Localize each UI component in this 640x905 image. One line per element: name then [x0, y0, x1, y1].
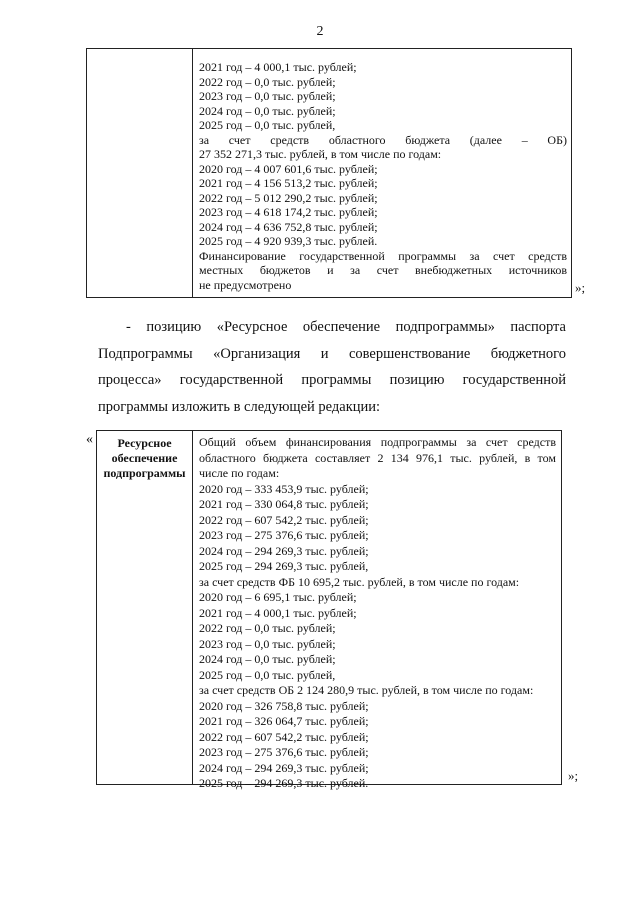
funding-line: 2021 год – 330 064,8 тыс. рублей;	[199, 497, 369, 511]
funding-line: 2023 год – 275 376,6 тыс. рублей;	[199, 745, 369, 759]
funding-line: числе по годам:	[199, 466, 280, 480]
funding-line: 2025 год – 294 269,3 тыс. рублей,	[199, 559, 369, 573]
funding-line: 2023 год – 4 618 174,2 тыс. рублей;	[199, 205, 378, 219]
funding-line: Финансирование государственной программы за счет средств	[199, 248, 567, 263]
funding-line: 2025 год – 0,0 тыс. рублей,	[199, 118, 336, 132]
page-number: 2	[316, 24, 324, 39]
paragraph-line: - позицию «Ресурсное обеспечение подпрограммы» паспорта	[126, 319, 566, 335]
funding-line: 2020 год – 4 007 601,6 тыс. рублей;	[199, 161, 378, 176]
resource-provision-table	[96, 430, 562, 790]
funding-line: 2020 год – 6 695,1 тыс. рублей;	[199, 590, 357, 604]
funding-line: 2022 год – 0,0 тыс. рублей;	[199, 621, 336, 635]
paragraph-line: Подпрограммы «Организация и совершенствование бюджетного	[98, 345, 566, 362]
funding-line: 2023 год – 275 376,6 тыс. рублей;	[199, 528, 369, 542]
funding-line: за счет средств ФБ 10 695,2 тыс. рублей, в том числе по годам:	[199, 574, 520, 589]
table-label-cell-empty	[87, 49, 193, 297]
funding-line: 2021 год – 326 064,7 тыс. рублей;	[199, 714, 369, 728]
funding-line: Общий объем финансирования подпрограммы за счет средств	[199, 435, 556, 449]
funding-line: 2024 год – 0,0 тыс. рублей;	[199, 652, 336, 666]
funding-line: не предусмотрено	[199, 277, 292, 292]
paragraph-line: процесса» государственной программы позицию государственной	[98, 372, 566, 388]
funding-line: областного бюджета составляет 2 134 976,1 тыс. рублей, в том	[199, 450, 556, 465]
funding-line: 2022 год – 5 012 290,2 тыс. рублей;	[199, 190, 378, 205]
funding-line: 2025 год – 0,0 тыс. рублей,	[199, 667, 336, 682]
funding-line: 2021 год – 4 000,1 тыс. рублей;	[199, 605, 357, 620]
table-content-cell	[199, 435, 556, 792]
funding-line: 2024 год – 0,0 тыс. рублей;	[199, 103, 336, 118]
label-line: Ресурсное	[117, 436, 172, 450]
funding-line: за счет средств областного бюджета (далее – ОБ)	[199, 132, 567, 147]
funding-line: 2023 год – 0,0 тыс. рублей;	[199, 636, 336, 651]
label-line: подпрограммы	[103, 466, 186, 480]
funding-line: 2021 год – 4 000,1 тыс. рублей;	[199, 60, 357, 74]
continued-funding-table	[86, 48, 572, 298]
funding-line: 2024 год – 294 269,3 тыс. рублей;	[199, 543, 369, 558]
funding-line: 2021 год – 4 156 513,2 тыс. рублей;	[199, 176, 378, 190]
funding-line: 2022 год – 607 542,2 тыс. рублей;	[199, 512, 369, 527]
instruction-paragraph	[98, 314, 566, 420]
closing-quote: »;	[575, 280, 586, 295]
funding-line: 2020 год – 326 758,8 тыс. рублей;	[199, 698, 369, 713]
label-line: обеспечение	[111, 451, 178, 465]
funding-line: 2024 год – 294 269,3 тыс. рублей;	[199, 760, 369, 775]
paragraph-line: программы изложить в следующей редакции:	[98, 398, 381, 415]
funding-line: 2022 год – 0,0 тыс. рублей;	[199, 74, 336, 89]
funding-line: 2020 год – 333 453,9 тыс. рублей;	[199, 481, 369, 496]
funding-line: 2025 год – 4 920 939,3 тыс. рублей.	[199, 234, 378, 248]
opening-quote: «	[86, 432, 93, 447]
funding-line: 2022 год – 607 542,2 тыс. рублей;	[199, 729, 369, 744]
table-content-cell	[199, 60, 567, 292]
funding-line: местных бюджетов и за счет внебюджетных источников	[199, 263, 567, 277]
table-label-cell	[97, 431, 193, 784]
closing-quote: »;	[568, 768, 579, 783]
funding-line: 2025 год – 294 269,3 тыс. рублей.	[199, 776, 369, 790]
funding-line: 2023 год – 0,0 тыс. рублей;	[199, 89, 336, 103]
funding-line: 27 352 271,3 тыс. рублей, в том числе по годам:	[199, 147, 442, 161]
funding-line: 2024 год – 4 636 752,8 тыс. рублей;	[199, 219, 378, 234]
funding-line: за счет средств ОБ 2 124 280,9 тыс. рублей, в том числе по годам:	[199, 683, 534, 697]
